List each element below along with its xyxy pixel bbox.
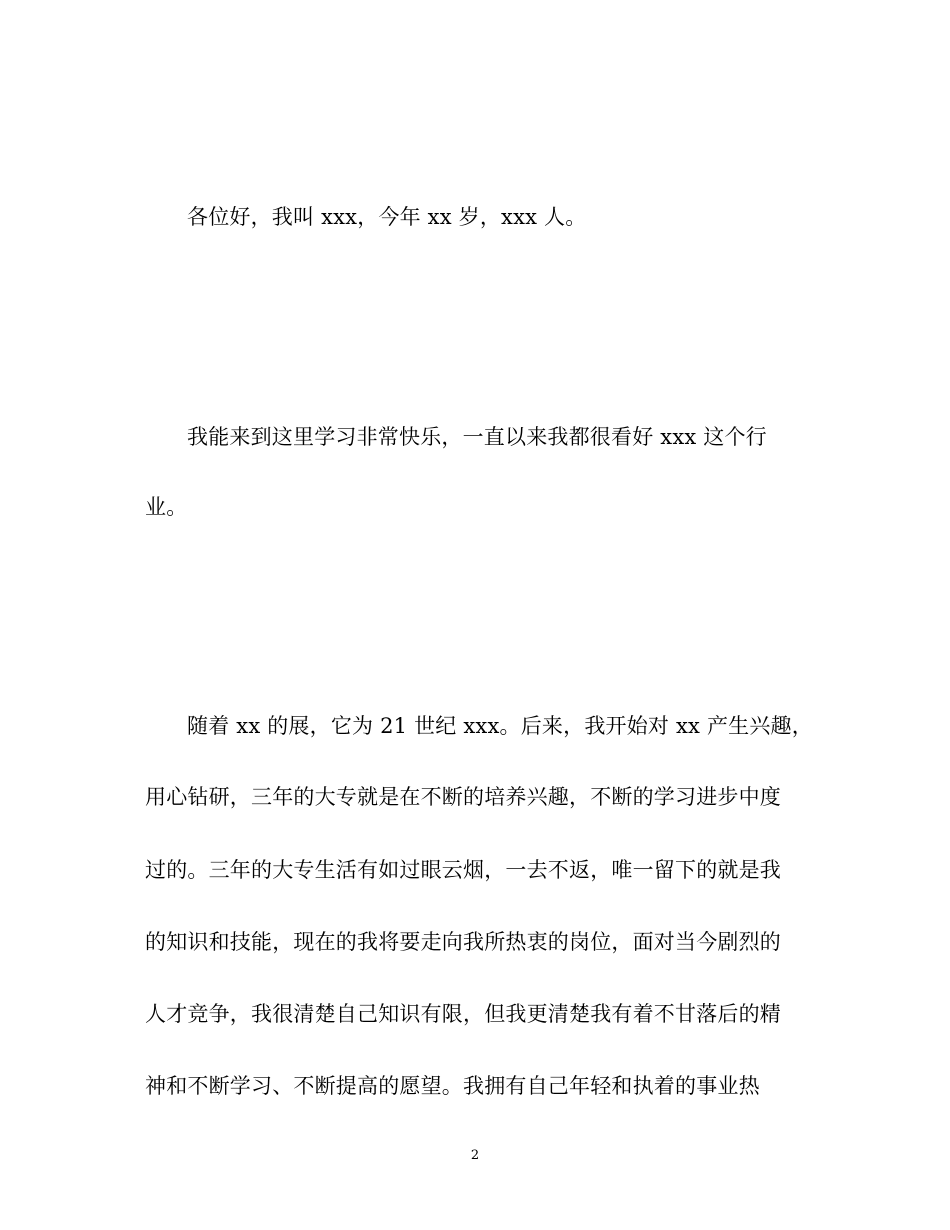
paragraph-3-line-5: 人才竞争，我很清楚自己知识有限，但我更清楚我有着不甘落后的精 [145,1002,781,1026]
paragraph-3-line-1: 随着 xx 的展，它为 21 世纪 xxx。后来，我开始对 xx 产生兴趣， [187,714,813,738]
paragraph-3-line-3: 过的。三年的大专生活有如过眼云烟，一去不返，唯一留下的就是我 [145,858,781,882]
paragraph-3-line-6: 神和不断学习、不断提高的愿望。我拥有自己年轻和执着的事业热 [145,1074,760,1098]
paragraph-1-line-1: 各位好，我叫 xxx，今年 xx 岁，xxx 人。 [187,205,587,229]
paragraph-3-line-2: 用心钻研，三年的大专就是在不断的培养兴趣，不断的学习进步中度 [145,785,781,809]
paragraph-3-line-4: 的知识和技能，现在的我将要走向我所热衷的岗位，面对当今剧烈的 [145,930,781,954]
paragraph-2-line-2: 业。 [145,495,188,519]
paragraph-2-line-1: 我能来到这里学习非常快乐，一直以来我都很看好 xxx 这个行 [187,425,767,449]
page-number: 2 [470,1148,480,1163]
